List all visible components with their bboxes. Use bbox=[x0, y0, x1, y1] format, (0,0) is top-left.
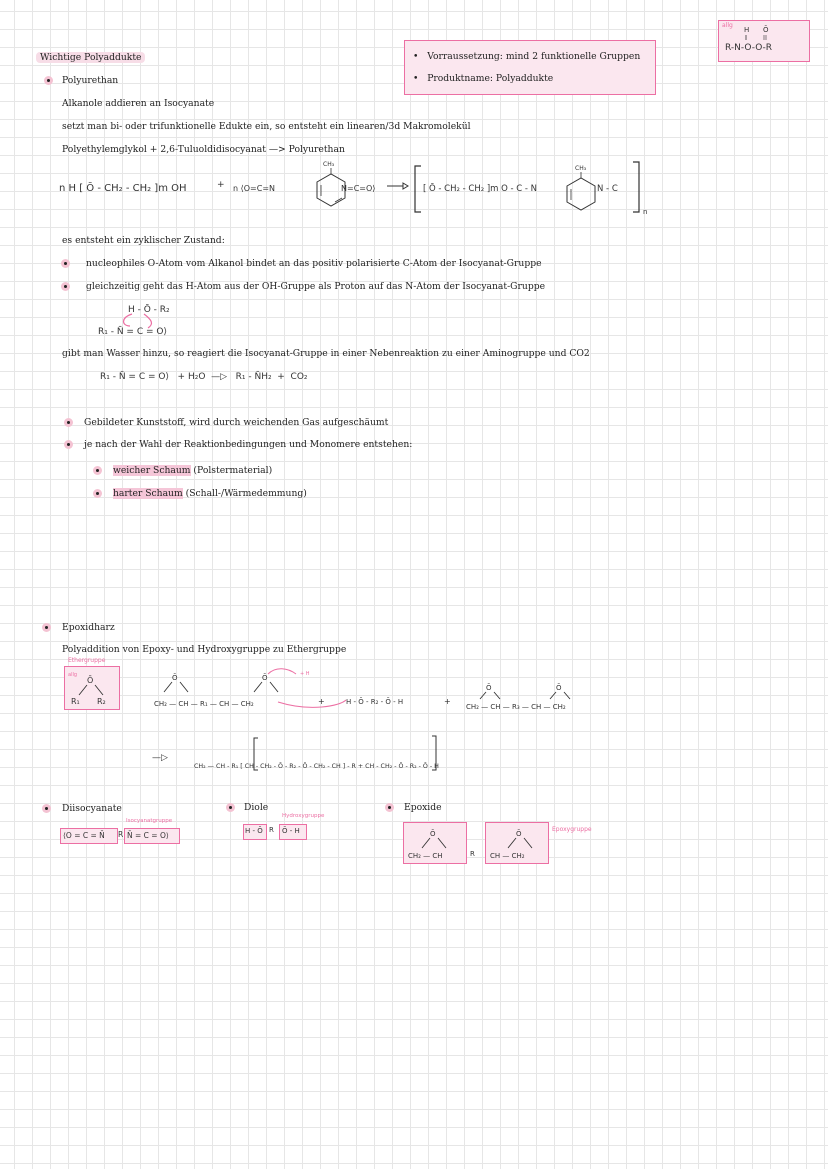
page-title: Wichtige Polyaddukte bbox=[36, 52, 145, 64]
epoxy-reactant-3: CH₂ — CH — R₃ — CH — CH₂ bbox=[466, 703, 566, 711]
svg-text:Ō: Ō bbox=[172, 674, 178, 682]
pu-reactant-2b: N=C=O⟩ bbox=[341, 184, 376, 193]
diole-box-left bbox=[243, 824, 267, 840]
polyurethan-reaction bbox=[55, 160, 695, 224]
epoxide-formula-right: CH — CH₂ bbox=[490, 852, 525, 860]
bullet-epoxidharz bbox=[42, 623, 51, 632]
svg-text:Ō: Ō bbox=[486, 684, 492, 692]
pu-ch3-1: CH₃ bbox=[323, 161, 335, 168]
pu-sub-2: harter Schaum (Schall-/Wärmedemmung) bbox=[113, 488, 307, 499]
corner-formula-text: R-N-O-O-R bbox=[725, 43, 773, 53]
pu-line-2: setzt man bi- oder trifunktionelle Edukte ein, so entsteht ein linearen/3d Makromolekül bbox=[62, 121, 471, 132]
mech-top: H - Ō - R₂ bbox=[128, 305, 170, 315]
pu-bullet-4: je nach der Wahl der Reaktionbedingungen und Monomere entstehen: bbox=[84, 439, 413, 450]
epoxy-reaction-row-2 bbox=[150, 734, 600, 774]
diole-formula-mid: R bbox=[269, 826, 274, 834]
ether-o: Ō bbox=[87, 676, 94, 685]
epoxy-arrow-label: + H bbox=[300, 671, 310, 677]
epoxy-reactant-1: CH₂ — CH — R₁ — CH — CH₂ bbox=[154, 700, 254, 708]
pu-ch3-2: CH₃ bbox=[575, 165, 587, 172]
epoxy-plus-1: + bbox=[318, 697, 325, 706]
diisocyanate-formula-left: ⟨O = C = N̄ bbox=[63, 831, 105, 840]
diisocyanate-label: Isocyanatgruppe bbox=[126, 818, 173, 824]
bullet-pu-3 bbox=[64, 418, 73, 427]
info-box bbox=[404, 40, 656, 95]
epoxide-label: Epoxygruppe bbox=[552, 826, 592, 833]
heading-diisocyanate: Diisocyanate bbox=[62, 803, 122, 814]
heading-epoxide: Epoxide bbox=[404, 802, 442, 813]
diisocyanate-formula-right: N̄ = C = O⟩ bbox=[127, 831, 169, 840]
bullet-pu-4 bbox=[64, 440, 73, 449]
epoxide-formula-left: CH₂ — CH bbox=[408, 852, 443, 860]
heading-polyurethan: Polyurethan bbox=[62, 75, 119, 86]
diole-label: Hydroxygruppe bbox=[282, 813, 325, 819]
pu-line-1: Alkanole addieren an Isocyanate bbox=[62, 98, 215, 109]
epoxy-plus-2: + bbox=[444, 697, 451, 706]
pu-reactant-1: n H [ Ō - CH₂ - CH₂ ]m OH bbox=[59, 183, 187, 194]
diisocyanate-formula-mid: R bbox=[118, 830, 124, 839]
heading-epoxidharz: Epoxidharz bbox=[62, 622, 115, 633]
info-bullet-1: • Vorraussetzung: mind 2 funktionelle Gruppen bbox=[413, 51, 641, 62]
bullet-sub-2 bbox=[93, 489, 102, 498]
bullet-pu-1 bbox=[61, 259, 70, 268]
ethergruppe-label: Ethergruppe bbox=[68, 657, 106, 664]
pu-plus: + bbox=[217, 180, 225, 190]
diole-box-right bbox=[279, 824, 307, 840]
pu-product-2: N - C bbox=[597, 184, 618, 194]
pu-bullet-3: Gebildeter Kunststoff, wird durch weichenden Gas aufgeschäumt bbox=[84, 417, 389, 428]
epoxide-o-left: Ō bbox=[430, 830, 436, 838]
bullet-polyurethan bbox=[44, 76, 53, 85]
corner-formula-drawing bbox=[719, 21, 809, 61]
epoxy-product: CH₂ — CH - R₁ [ CH - CH₂ - Ō - R₂ - Ō - CH₂ - CH ] - R + CH - CH₂ - Ō - R₂ - Ō - H bbox=[194, 763, 439, 770]
pu-line-3: Polyethylemglykol + 2,6-Tuluoldidisocyanat —> Polyurethan bbox=[62, 144, 345, 155]
pu-sub-1: weicher Schaum (Polstermaterial) bbox=[113, 465, 273, 476]
diole-formula-left: H - Ō bbox=[245, 827, 263, 835]
diisocyanate-box-right bbox=[124, 828, 180, 844]
mechanism-drawing bbox=[92, 298, 212, 342]
diisocyanate-box-left bbox=[60, 828, 118, 844]
svg-text:Ō: Ō bbox=[763, 26, 769, 34]
pu-line-5: gibt man Wasser hinzu, so reagiert die Isocyanat-Gruppe in einer Nebenreaktion zu einer Aminogruppe und CO2 bbox=[62, 348, 590, 359]
epoxy-line-1: Polyaddition von Epoxy- und Hydroxygruppe zu Ethergruppe bbox=[62, 644, 347, 655]
svg-text:Ō: Ō bbox=[556, 684, 562, 692]
epoxide-box-left bbox=[403, 822, 467, 864]
ether-sub-label: allg bbox=[68, 672, 78, 678]
mech-bottom: R₁ - N̄ = C = O⟩ bbox=[98, 327, 167, 337]
pu-reactant-2: n ⟨O=C=N bbox=[233, 184, 276, 193]
bullet-sub-1 bbox=[93, 466, 102, 475]
bullet-diisocyanate bbox=[42, 804, 51, 813]
pu-bullet-2: gleichzeitig geht das H-Atom aus der OH-Gruppe als Proton auf das N-Atom der Isocyanat-Gruppe bbox=[86, 281, 546, 292]
epoxide-formula-mid: R bbox=[470, 850, 475, 858]
pu-bullet-1: nucleophiles O-Atom vom Alkanol bindet an das positiv polarisierte C-Atom der Isocyanat-Gruppe bbox=[86, 258, 542, 269]
bullet-epoxide bbox=[385, 803, 394, 812]
bullet-diole bbox=[226, 803, 235, 812]
corner-formula-box bbox=[718, 20, 810, 62]
pu-n: n bbox=[643, 208, 648, 216]
bullet-pu-2 bbox=[61, 282, 70, 291]
water-reaction: R₁ - N̄ = C = O⟩ + H₂O —▷ R₁ - N̄H₂ + CO₂ bbox=[100, 372, 308, 382]
pu-arrow bbox=[403, 183, 408, 189]
ether-r1: R₁ bbox=[71, 697, 80, 706]
epoxy-reaction-row-1 bbox=[150, 666, 600, 716]
diole-formula-right: Ō - H bbox=[282, 827, 300, 835]
svg-text:H: H bbox=[744, 26, 750, 34]
ether-r2: R₂ bbox=[97, 697, 106, 706]
epoxide-o-right: Ō bbox=[516, 830, 522, 838]
svg-text:Ō: Ō bbox=[262, 674, 268, 682]
epoxy-product-arrow: —▷ bbox=[152, 753, 168, 763]
epoxide-box-right bbox=[485, 822, 549, 864]
pu-line-4: es entsteht ein zyklischer Zustand: bbox=[62, 235, 225, 246]
ethergruppe-box bbox=[64, 666, 120, 710]
epoxy-reactant-2: H - Ō - R₂ - Ō - H bbox=[346, 698, 404, 706]
heading-diole: Diole bbox=[244, 802, 269, 813]
info-bullet-2: • Produktname: Polyaddukte bbox=[413, 73, 554, 84]
pu-product: [ Ō - CH₂ - CH₂ ]m O - C - N bbox=[423, 184, 538, 194]
corner-label: allg bbox=[722, 22, 733, 29]
